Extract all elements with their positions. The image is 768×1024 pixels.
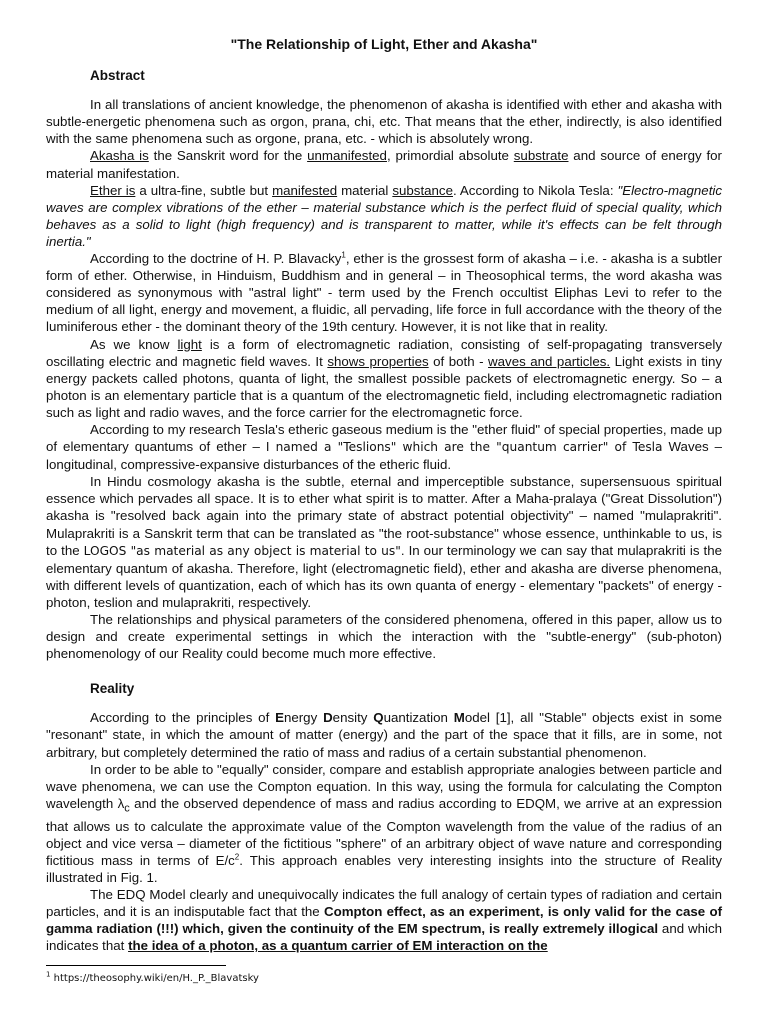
text-span: material	[337, 182, 393, 198]
tesla-quote: "Electro-magnetic waves are complex vibrations of the ether – material substance which is the perfect fluid of special quality, which behaves as a solid to light (high frequency) and is transparent to matter, while it's effects can be felt through inertia."	[46, 182, 722, 249]
text-span: and which indicates that	[46, 921, 722, 954]
text-span: odel [1], all "Stable" objects exist in some "resonant" state, in which the amount of matter (energy) and the part of the space that it fills, are in some, not arbitrary, but completely determined the ratio of mass and radius of a certain substantial phenomenon.	[46, 710, 722, 760]
abstract-paragraph-4	[46, 250, 722, 335]
abstract-paragraph-3	[46, 182, 722, 250]
acronym-letter: E	[275, 710, 284, 726]
text-span: of both -	[428, 353, 489, 369]
footnote-ref[interactable]: 1	[341, 250, 346, 260]
text-span: and the observed dependence of mass and radius according to EDQM, we arrive at an expression that allows us to calculate the approximate value of the Compton wavelength from the value of the radius of an object and vice versa – diameter of the fictitious "sphere" of an arbitrary object of wave nature and corresponding fictitious mass in terms of E/c	[46, 795, 722, 868]
text-span: , ether is the grossest form of akasha – i.e. - akasha is a subtler form of ether. Otherwise, in Hinduism, Buddhism and in general – in Theosophical terms, the word akasha was considered as synonymous with "astral light" - term used by the French occultist Eliphas Levi to refer to the medium of all light, energy and movement, a fluidic, all pervading, life force in full accordance with the theory of the luminiferous ether - the dominant theory of the 19th century. However, it is not like that in reality.	[46, 251, 723, 335]
text-span: According to the doctrine of H. P. Blavacky	[90, 251, 342, 267]
document-title: "The Relationship of Light, Ether and Akasha"	[230, 36, 538, 52]
shows-properties-term: shows properties	[327, 353, 429, 369]
text-span: is a form of electromagnetic radiation, consisting of self-propagating transversely oscillating electric and magnetic field waves. It	[46, 336, 722, 369]
text-span: According to my research Tesla's etheric gaseous medium is the "ether fluid" of special properties, made up of elementary quantums of ether –	[46, 421, 722, 455]
abstract-paragraph-2	[46, 147, 722, 181]
text-span: uantization	[383, 710, 454, 726]
reality-paragraph-1	[46, 709, 722, 760]
teslions-phrase: I named a "Teslions" which are the "quantum carrier" of Tesla	[265, 440, 663, 455]
acronym-letter: M	[453, 710, 465, 726]
text-span: Waves – longitudinal, compressive-expansive disturbances of the etheric fluid.	[46, 439, 722, 473]
reality-paragraph-2	[46, 761, 722, 886]
acronym-letter: D	[323, 710, 333, 726]
text-span: According to the principles of	[90, 710, 276, 726]
text-span: . According to Nikola Tesla:	[452, 182, 618, 198]
akasha-is-term: Akasha is	[90, 148, 149, 164]
logos-phrase: LOGOS "as material as any object is material to us"	[83, 543, 401, 558]
text-span: a ultra-fine, subtle but	[135, 182, 273, 198]
abstract-paragraph-8: The relationships and physical parameters of the considered phenomena, offered in this paper, allow us to design and create experimental settings in which the interaction with the "subtle-energy" (sub-photon) phenomenology of our Reality could become much more effective.	[46, 612, 722, 662]
abstract-paragraph-5	[46, 336, 722, 421]
text-span: In order to be able to "equally" consider, compare and establish appropriate analogies between particle and wave phenomena, we can use the Compton equation. In this way, using the formula for calculating the Compton wavelength	[46, 761, 722, 811]
section-spacer	[46, 662, 722, 680]
ether-is-term: Ether is	[90, 182, 136, 198]
abstract-paragraph-6	[46, 421, 722, 473]
unmanifested-term: unmanifested	[307, 148, 387, 164]
footnote-link[interactable]: https://theosophy.wiki/en/H._P._Blavatsky	[50, 973, 259, 984]
footnote-divider	[46, 965, 226, 966]
manifested-term: manifested	[272, 182, 338, 198]
text-span: nergy	[283, 710, 324, 726]
waves-particles-term: waves and particles.	[488, 353, 611, 369]
subscript: c	[124, 802, 130, 815]
lambda-symbol: λ	[117, 795, 125, 811]
abstract-paragraph-7	[46, 473, 722, 611]
text-span: . In our terminology we can say that mulaprakriti is the elementary quantum of akasha. Therefore, light (electromagnetic field), ether and akasha are diverse phenomena, with different levels of quantization, each of which has its own quanta of energy - elementary "packets" of energy - photon, teslion and mulaprakriti, respectively.	[46, 542, 722, 610]
compton-effect-emphasis: Compton effect, as an experiment, is only valid for the case of gamma radiation (!!!) which, given the continuity of the EM spectrum, is really extremely illogical	[46, 904, 722, 937]
light-term: light	[177, 336, 202, 352]
text-span: and source of energy for material manifestation.	[46, 148, 722, 181]
photon-idea-emphasis: the idea of a photon, as a quantum carrier of EM interaction on the	[128, 938, 548, 954]
superscript: 2	[234, 852, 240, 862]
document-page	[46, 30, 722, 954]
substrate-term: substrate	[513, 148, 569, 164]
text-span: the Sanskrit word for the	[148, 148, 308, 164]
text-span: . This approach enables very interesting insights into the structure of Reality illustrated in Fig. 1.	[46, 852, 722, 885]
substance-term: substance	[392, 182, 453, 198]
text-span: In Hindu cosmology akasha is the subtle, eternal and imperceptible substance, supersensuous spiritual essence which pervades all space. It is to ether what spirit is to matter. After a Maha-pralaya ("Great Dissolution") akasha is "resolved back again into the primary state of abstract potential objectivity" – named "mulaprakriti". Mulaprakriti is a Sanskrit term that can be translated as "the root-substance" whose essence, unthinkable to us, is to the	[46, 474, 722, 558]
text-span: ensity	[332, 710, 374, 726]
footnote-number: 1	[46, 970, 51, 979]
reality-paragraph-3	[46, 886, 722, 954]
text-span: , primordial absolute	[386, 148, 514, 164]
text-span: The EDQ Model clearly and unequivocally indicates the full analogy of certain types of radiation and certain particles, and it is an indisputable fact that the	[46, 886, 722, 920]
footnote	[46, 970, 259, 984]
reality-heading: Reality	[90, 681, 135, 697]
text-span: Light exists in tiny energy packets called photons, quanta of light, the smallest possible packets of electromagnetic energy. So – a photon is an elementary particle that is a quantum of the electromagnetic field, including electromagnetic radiation such as light and radio waves, and the force carrier for the electromagnetic force.	[46, 353, 723, 420]
text-span: As we know	[90, 336, 178, 352]
acronym-letter: Q	[373, 710, 384, 726]
abstract-heading: Abstract	[90, 68, 145, 84]
abstract-paragraph-1: In all translations of ancient knowledge, the phenomenon of akasha is identified with ether and akasha with subtle-energetic phenomena such as orgon, prana, chi, etc. That means that the ether, indirectly, is also identified with the same phenomena such as orgone, prana, etc. - which is absolutely wrong.	[46, 97, 722, 147]
